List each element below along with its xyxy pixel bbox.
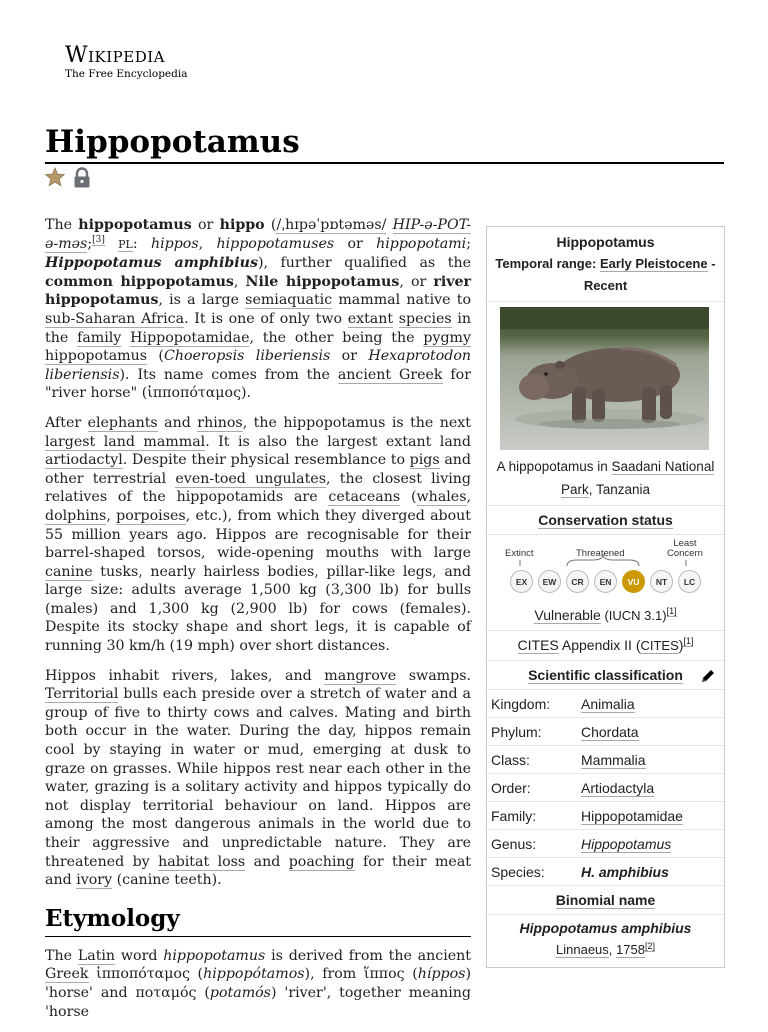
- status-vu[interactable]: VU: [622, 570, 645, 593]
- etymology-heading: Etymology: [45, 904, 471, 937]
- infobox: [486, 226, 725, 968]
- classification-row: Order: Artiodactyla: [487, 774, 724, 802]
- link-latin[interactable]: Latin: [77, 947, 116, 964]
- link-conservation-status[interactable]: Conservation status: [538, 512, 673, 528]
- scale-label-least-concern: Least Concern: [667, 538, 703, 559]
- link-artiodactyl[interactable]: artiodactyl: [45, 452, 123, 469]
- paragraph-habitat: Hippos inhabit rivers, lakes, and mangrove swamps. Territorial bulls each preside over a stretch of water and a group of five to thirty cows and calves. Mating and birth both occur in the water. During the day, hippos remain cool by staying in water or mud, emerging at dusk to graze on grasses. While hippos rest near each other in the water, grazing is a solitary activity and hippos typically do not display territorial behaviour on land. Hippos are among the most dangerous animals in the world due to their aggressive and unpredictable nature. They are threatened by habitat loss and poaching for their meat and ivory (canine teeth).: [45, 667, 471, 889]
- hippo-image: [500, 307, 709, 450]
- link-animalia[interactable]: Animalia: [581, 695, 635, 712]
- classification-row: Genus: Hippopotamus: [487, 830, 724, 858]
- scale-label-threatened: Threatened: [576, 548, 625, 559]
- classification-row: Family: Hippopotamidae: [487, 802, 724, 830]
- scale-label-extinct: Extinct: [505, 548, 534, 559]
- link-scientific-classification[interactable]: Scientific classification: [528, 667, 683, 683]
- link-whales[interactable]: whales: [416, 489, 467, 506]
- classification-row: Class: Mammalia: [487, 746, 724, 774]
- link-saadani-national-park[interactable]: Saadani National Park: [560, 459, 715, 497]
- link-largest-land-mammal[interactable]: largest land mammal: [45, 433, 206, 450]
- link-semiaquatic[interactable]: semiaquatic: [245, 292, 333, 309]
- link-porpoises[interactable]: porpoises: [116, 507, 186, 524]
- link-family[interactable]: family: [77, 329, 122, 346]
- page-title: Hippopotamus: [45, 122, 724, 164]
- classification-row: Phylum: Chordata: [487, 718, 724, 746]
- paragraph-etymology: The Latin word hippopotamus is derived from the ancient Greek ἱπποπόταμος (hippopótamos), from ἵππος (híppos) 'horse' and ποταμός (potamós) 'river', together meaning 'horse: [45, 947, 472, 1020]
- ipa-link[interactable]: /ˌhɪpəˈpɒtəməs/: [276, 217, 387, 233]
- link-linnaeus[interactable]: Linnaeus: [556, 942, 609, 957]
- star-icon[interactable]: [45, 167, 65, 189]
- link-pygmy-hippopotamus[interactable]: pygmy hippopotamus: [45, 329, 472, 365]
- link-species[interactable]: species: [398, 310, 452, 327]
- classification-row: Species: H. amphibius: [487, 858, 724, 886]
- status-cr[interactable]: CR: [566, 570, 589, 593]
- link-canine[interactable]: canine: [45, 563, 93, 580]
- link-hippopotamidae[interactable]: Hippopotamidae: [130, 329, 250, 346]
- logo-wordmark: Wikipedia: [65, 43, 165, 68]
- lock-icon[interactable]: [73, 167, 93, 189]
- link-poaching[interactable]: poaching: [288, 853, 355, 870]
- respelling-link[interactable]: HIP-ə-POT-ə-məs: [45, 217, 472, 252]
- status-ew[interactable]: EW: [538, 570, 561, 593]
- link-greek[interactable]: Greek: [45, 966, 89, 983]
- status-circles: [510, 570, 701, 593]
- link-mangrove[interactable]: mangrove: [324, 667, 397, 684]
- paragraph-intro: The hippopotamus or hippo (/ˌhɪpəˈpɒtəməs/ HIP-ə-POT-ə-məs;[3] PL: hippos, hippopotamuses or hippopotami; Hippopotamus amphibius), further qualified as the common hippopotamus, Nile hippopotamus, or river hippopotamus, is a large semiaquatic mammal native to sub-Saharan Africa. It is one of only two extant species in the family Hippopotamidae, the other being the pygmy hippopotamus (Choeropsis liberiensis or Hexaprotodon liberiensis). Its name comes from the ancient Greek for "river horse" (ἱπποπόταμος).: [45, 217, 472, 402]
- article-body: [45, 216, 471, 1032]
- link-early-pleistocene[interactable]: Early Pleistocene: [599, 256, 708, 271]
- link-ivory[interactable]: ivory: [76, 872, 113, 889]
- cites-status: CITES Appendix II (CITES)[1]: [487, 631, 724, 661]
- ref-2[interactable]: [2]: [644, 940, 655, 951]
- link-pigs[interactable]: pigs: [409, 452, 440, 469]
- link-hippopotamidae-family[interactable]: Hippopotamidae: [581, 807, 683, 824]
- link-dolphins[interactable]: dolphins: [45, 507, 107, 524]
- iucn-status: Vulnerable (IUCN 3.1)[1]: [487, 601, 724, 631]
- conservation-status-heading: [487, 506, 724, 535]
- link-cites-2[interactable]: CITES: [640, 638, 679, 653]
- link-extant[interactable]: extant: [347, 310, 394, 327]
- link-1758[interactable]: 1758: [616, 942, 645, 957]
- title-icons: [45, 167, 93, 189]
- binomial-name-heading: [487, 886, 724, 915]
- binomial-value: Hippopotamus amphibius: [519, 920, 692, 936]
- classification-table: [487, 690, 724, 886]
- link-territorial[interactable]: Territorial: [45, 686, 119, 703]
- wikipedia-logo[interactable]: [65, 44, 187, 80]
- scientific-classification-heading: [487, 661, 724, 690]
- link-ancient-greek[interactable]: ancient Greek: [337, 366, 443, 383]
- link-habitat-loss[interactable]: habitat loss: [158, 853, 246, 870]
- link-rhinos[interactable]: rhinos: [197, 414, 243, 431]
- plural-abbr[interactable]: PL: [118, 237, 133, 251]
- temporal-range: Temporal range: Early Pleistocene - Recent: [495, 256, 716, 293]
- paragraph-size: After elephants and rhinos, the hippopotamus is the next largest land mammal. It is also the largest extant land artiodactyl. Despite their physical resemblance to pigs and other terrestrial even-toed ungulates, the closest living relatives of the hippopotamids are cetaceans (whales, dolphins, porpoises, etc.), from which they diverged about 55 million years ago. Hippos are recognisable for their barrel-shaped torsos, wide-opening mouths with large canine tusks, nearly hairless bodies, pillar-like legs, and large size: adults average 1,500 kg (3,300 lb) for bulls (males) and 1,300 kg (2,900 lb) for cows (females). Despite its stocky shape and short legs, it is capable of running 30 km/h (19 mph) over short distances.: [45, 414, 472, 655]
- infobox-header: [487, 227, 724, 302]
- status-nt[interactable]: NT: [650, 570, 673, 593]
- link-artiodactyla[interactable]: Artiodactyla: [581, 779, 655, 796]
- link-hippopotamus-genus[interactable]: Hippopotamus: [581, 835, 672, 852]
- status-en[interactable]: EN: [594, 570, 617, 593]
- classification-row: Kingdom: Animalia: [487, 690, 724, 718]
- ref-1[interactable]: [1]: [666, 606, 677, 617]
- photo-caption: A hippopotamus in Saadani National Park, Tanzania: [487, 450, 724, 506]
- ref-1b[interactable]: [1]: [683, 636, 694, 647]
- binomial-name: [487, 915, 724, 967]
- infobox-title: Hippopotamus: [556, 234, 655, 250]
- hippo-photo[interactable]: [487, 302, 724, 450]
- link-binomial-name[interactable]: Binomial name: [555, 892, 656, 908]
- link-chordata[interactable]: Chordata: [581, 723, 639, 740]
- link-even-toed-ungulates[interactable]: even-toed ungulates: [175, 470, 326, 487]
- link-sub-saharan-africa[interactable]: sub-Saharan Africa: [45, 310, 185, 327]
- link-cetaceans[interactable]: cetaceans: [328, 489, 401, 506]
- status-ex[interactable]: EX: [510, 570, 533, 593]
- link-elephants[interactable]: elephants: [87, 414, 158, 431]
- conservation-scale[interactable]: [487, 535, 724, 601]
- link-mammalia[interactable]: Mammalia: [581, 751, 646, 768]
- status-lc[interactable]: LC: [678, 570, 701, 593]
- binomial-authority: Linnaeus, 1758[2]: [556, 940, 655, 957]
- link-vulnerable[interactable]: Vulnerable: [534, 607, 601, 623]
- edit-pencil-icon[interactable]: [700, 667, 716, 691]
- logo-tagline: The Free Encyclopedia: [65, 68, 188, 80]
- link-cites[interactable]: CITES: [517, 637, 559, 653]
- ref-3[interactable]: [3]: [92, 234, 105, 245]
